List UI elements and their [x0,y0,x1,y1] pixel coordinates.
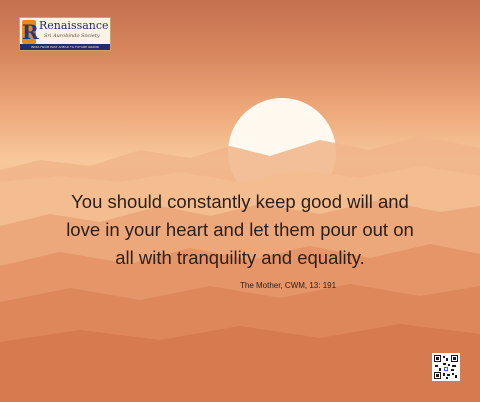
quote-line: all with tranquility and equality. [115,247,365,268]
quote-attribution: The Mother, CWM, 13: 191 [240,281,337,290]
quote-line: love in your heart and let them pour out on [66,219,414,240]
qr-code [432,353,460,381]
qr-code-icon [433,354,459,380]
renaissance-logo [19,17,111,51]
quote-text [0,188,480,272]
quote-line: You should constantly keep good will and [71,191,409,212]
logo-letter: R [22,20,39,44]
base-ridge [0,324,480,402]
logo-tagline: Sri Aurobindo Society [44,33,100,39]
logo-band: INDIA FROM PAST AHEAD TO FUTURE GRAND [20,44,110,50]
logo-name: Renaissance [39,19,109,32]
